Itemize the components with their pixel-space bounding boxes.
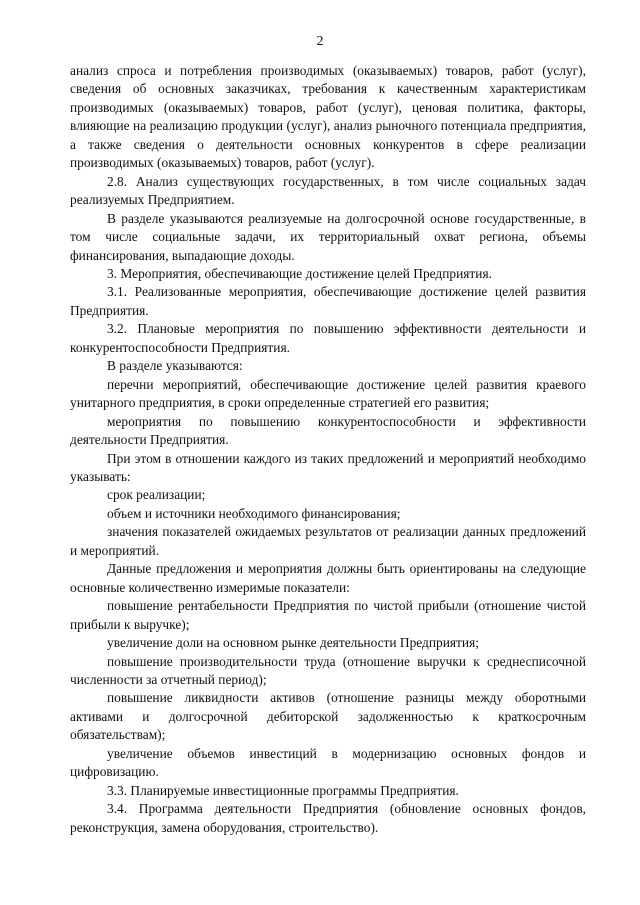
paragraph-section-3-3: 3.3. Планируемые инвестиционные программы Предприятия.: [107, 782, 459, 798]
paragraph-section-2-8-details: В разделе указываются реализуемые на долгосрочной основе государственные, в том числе социальные задачи, их территориальный охват региона, объемы финансирования, выпадающие доходы.: [70, 210, 586, 263]
paragraph-section-3-4: 3.4. Программа деятельности Предприятия (обновление основных фондов, реконструкция, замена оборудования, строительство).: [70, 801, 586, 835]
paragraph-market-analysis: анализ спроса и потребления производимых (оказываемых) товаров, работ (услуг), сведения об основных заказчиках, требования к качественным характеристикам производимых (оказываемых) товаров, работ (услуг), ценовая политика, факторы, влияющие на реализацию продукции (услуг), анализ рыночного потенциала предприятия, а также сведения о деятельности основных конкурентов в сфере реализации производимых (оказываемых) товаров, работ (услуг).: [70, 63, 586, 171]
page-number: 2: [316, 34, 324, 49]
paragraph-section-3-2-intro: В разделе указываются:: [107, 358, 243, 374]
paragraph-list-measures: перечни мероприятий, обеспечивающие достижение целей развития краевого унитарного предприятия, в сроки определенные стратегией его развития;: [70, 376, 586, 411]
paragraph-section-3-1: 3.1. Реализованные мероприятия, обеспечивающие достижение целей развития Предприятия.: [70, 284, 586, 318]
paragraph-indicator-productivity: повышение производительности труда (отношение выручки к среднесписочной численности за отчетный период);: [70, 653, 586, 687]
paragraph-section-2-8: 2.8. Анализ существующих государственных, в том числе социальных задач реализуемых Предприятием.: [70, 173, 586, 208]
paragraph-indicators-intro: Данные предложения и мероприятия должны быть ориентированы на следующие основные количественно измеримые показатели:: [70, 561, 586, 595]
paragraph-requirements-intro: При этом в отношении каждого из таких предложений и мероприятий необходимо указывать:: [70, 450, 586, 484]
paragraph-list-competitiveness: мероприятия по повышению конкурентоспособности и эффективности деятельности Предприятия.: [70, 413, 586, 448]
paragraph-indicator-investments: увеличение объемов инвестиций в модернизацию основных фондов и цифровизацию.: [70, 745, 586, 780]
paragraph-section-3-2: 3.2. Плановые мероприятия по повышению эффективности деятельности и конкурентоспособности Предприятия.: [70, 321, 586, 355]
document-body: [70, 62, 586, 837]
paragraph-section-3: 3. Мероприятия, обеспечивающие достижение целей Предприятия.: [107, 265, 492, 281]
paragraph-indicator-market-share: увеличение доли на основном рынке деятельности Предприятия;: [107, 635, 479, 651]
paragraph-indicator-profitability: повышение рентабельности Предприятия по чистой прибыли (отношение чистой прибыли к выручке);: [70, 598, 586, 632]
paragraph-item-deadline: срок реализации;: [107, 487, 206, 503]
paragraph-indicator-liquidity: повышение ликвидности активов (отношение разницы между оборотными активами и долгосрочной дебиторской задолженностью к краткосрочным обязательствам);: [70, 690, 586, 743]
paragraph-item-funding: объем и источники необходимого финансирования;: [107, 505, 401, 521]
paragraph-item-indicators: значения показателей ожидаемых результатов от реализации данных предложений и мероприятий.: [70, 524, 586, 558]
